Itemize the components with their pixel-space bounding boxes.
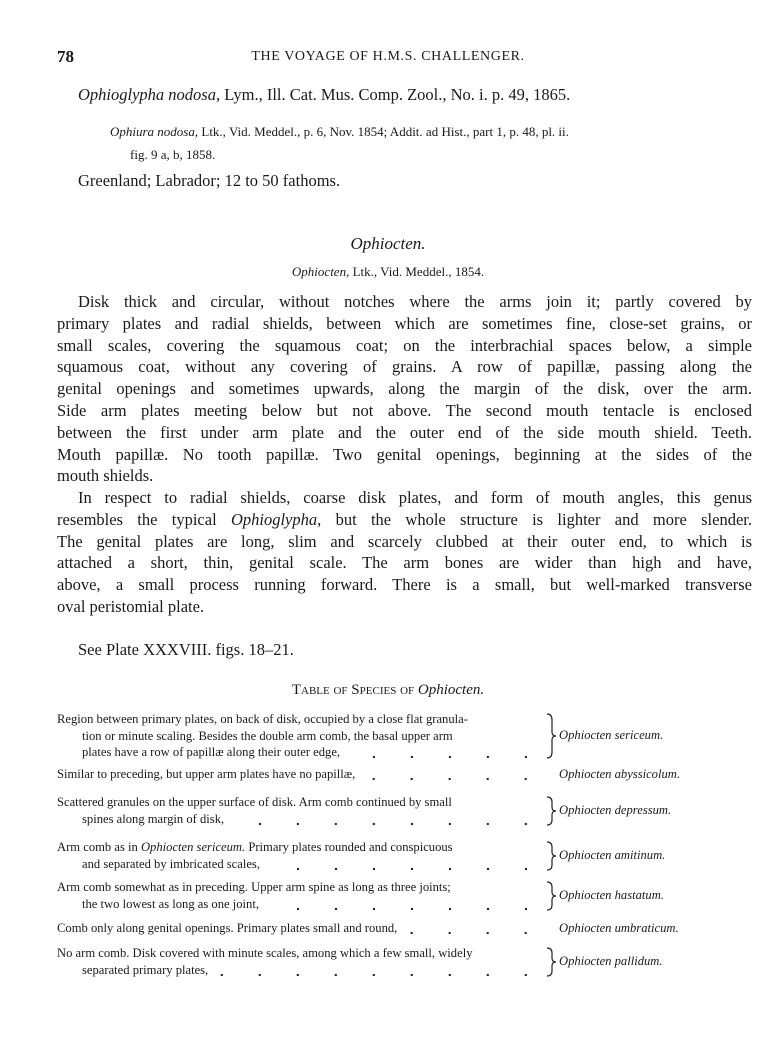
text: Scattered granules on the upper surface of disk. Arm comb continued by small	[57, 795, 452, 809]
brace-icon	[545, 712, 557, 760]
text-line: squamous coat, without any covering of grains. A row of papillæ, passing along the	[57, 357, 752, 377]
text-line	[57, 839, 545, 856]
table-row	[57, 766, 757, 783]
species-name: Ophiocten abyssicolum.	[559, 766, 681, 781]
text-line	[57, 728, 545, 745]
text-line	[57, 920, 545, 937]
text: spines along margin of disk,	[82, 811, 225, 826]
text-line: between the first under arm plate and the outer end of the side mouth shield. Teeth.	[57, 422, 752, 442]
text: Arm comb somewhat as in preceding. Upper arm spine as long as three joints;	[57, 880, 451, 894]
citation: Lym., Ill. Cat. Mus. Comp. Zool., No. i. p. 49, 1865.	[220, 85, 571, 104]
species-description	[57, 839, 545, 872]
text: Table of Species of	[291, 682, 418, 698]
text-line: primary plates and radial shields, between which are sometimes fine, close-set grains, or	[57, 313, 752, 333]
page-number: 78	[57, 47, 74, 66]
genus-reference	[0, 264, 776, 280]
text: Arm comb as in	[57, 840, 141, 854]
taxon-name: Ophioglypha	[230, 509, 318, 529]
text	[57, 839, 453, 856]
locality: Greenland; Labrador; 12 to 50 fathoms.	[78, 171, 341, 190]
text-line	[57, 711, 545, 728]
text: Similar to preceding, but upper arm plates have no papillæ,	[57, 767, 356, 781]
brace-icon	[545, 840, 557, 872]
text-line: Disk thick and circular, without notches where the arms join it; partly covered by	[78, 292, 752, 311]
dot-leader	[232, 811, 545, 828]
text-line	[57, 962, 545, 979]
species-description	[57, 879, 545, 912]
species-name: Ophiocten umbraticum.	[559, 920, 679, 935]
text: the two lowest as long as one joint,	[82, 896, 259, 911]
dot-leader	[363, 766, 545, 783]
taxon-name: Ophiocten.	[417, 682, 485, 698]
text-line: Side arm plates meeting below but not above. The second mouth tentacle is enclosed	[57, 400, 752, 420]
species-description	[57, 945, 545, 978]
text: Region between primary plates, on back of disk, occupied by a close flat granula-	[57, 712, 468, 726]
text: , but the whole structure is lighter and more slender.	[317, 509, 752, 529]
citation: Ltk., Vid. Meddel., 1854.	[349, 264, 485, 279]
dot-leader	[405, 920, 545, 937]
text: Comb only along genital openings. Primary plates small and round,	[57, 921, 398, 935]
text-line	[57, 879, 545, 896]
species-name: Ophiocten sericeum.	[559, 728, 664, 743]
table-row	[57, 794, 757, 827]
species-description	[57, 711, 545, 761]
species-name: Ophiocten amitinum.	[559, 848, 666, 862]
text: separated primary plates,	[82, 962, 209, 977]
synonymy-sub	[110, 120, 752, 166]
text: and separated by imbricated scales,	[82, 856, 260, 871]
genus-heading: Ophiocten.	[350, 234, 426, 253]
table-title	[0, 682, 776, 699]
table-row	[57, 945, 757, 978]
text-line: The genital plates are long, slim and scarcely clubbed at their outer end, to which is	[57, 531, 752, 551]
running-title: THE VOYAGE OF H.M.S. CHALLENGER.	[251, 49, 525, 64]
text: plates have a row of papillæ along their outer edge,	[82, 745, 341, 759]
taxon-name: Ophioglypha nodosa,	[78, 85, 221, 104]
taxon-name: Ophiura nodosa,	[110, 124, 199, 139]
text: tion or minute scaling. Besides the double arm comb, the basal upper arm	[82, 728, 453, 743]
species-description	[57, 766, 545, 783]
text-line	[57, 766, 545, 783]
dot-leader	[268, 856, 545, 873]
citation-cont: fig. 9 a, b, 1858.	[130, 147, 216, 162]
synonymy-main	[78, 85, 570, 105]
species-name: Ophiocten pallidum.	[559, 954, 663, 968]
paragraph-description	[57, 291, 752, 487]
brace-icon	[545, 946, 557, 978]
table-row	[57, 879, 757, 912]
text-line	[57, 744, 545, 761]
text-line: In respect to radial shields, coarse disk plates, and form of mouth angles, this genus	[78, 488, 752, 507]
taxon-name: Ophiocten sericeum.	[140, 840, 246, 854]
table-row	[57, 839, 757, 872]
citation: Ltk., Vid. Meddel., p. 6, Nov. 1854; Addit. ad Hist., part 1, p. 48, pl. ii.	[198, 124, 569, 139]
text-line	[57, 794, 545, 811]
text-line: mouth shields.	[57, 466, 154, 486]
text-line	[57, 856, 545, 873]
species-name: Ophiocten hastatum.	[559, 888, 664, 902]
species-description	[57, 920, 545, 937]
text-line: genital openings and sometimes upwards, along the margin of the disk, over the arm.	[57, 379, 752, 399]
dot-leader	[267, 896, 545, 913]
text-line	[57, 945, 545, 962]
dot-leader	[348, 744, 545, 761]
taxon-name: Ophiocten,	[291, 264, 350, 279]
text-line	[57, 811, 545, 828]
brace-icon	[545, 795, 557, 827]
species-description	[57, 794, 545, 827]
text-line	[57, 896, 545, 913]
text-line: Mouth papillæ. No tooth papillæ. Two genital openings, beginning at the sides of the	[57, 444, 752, 464]
text-line: above, a small process running forward. There is a small, but well-marked transverse	[57, 575, 752, 595]
table-row	[57, 920, 757, 937]
species-name: Ophiocten depressum.	[559, 803, 672, 817]
text-line: attached a short, thin, genital scale. The arm bones are wider than high and have,	[57, 553, 752, 573]
brace-icon	[545, 880, 557, 912]
text-line	[57, 509, 752, 531]
text-line: oval peristomial plate.	[57, 596, 205, 616]
table-row	[57, 711, 757, 761]
paragraph-comparison	[57, 487, 752, 618]
text: resembles the typical	[57, 509, 231, 529]
text-line: small scales, covering the squamous coat; on the interbrachial spaces below, a simple	[57, 335, 752, 355]
text: No arm comb. Disk covered with minute scales, among which a few small, widely	[57, 946, 473, 960]
dot-leader	[216, 962, 545, 979]
plate-reference: See Plate XXXVIII. figs. 18–21.	[78, 640, 294, 659]
text: Primary plates rounded and conspicuous	[245, 840, 453, 854]
